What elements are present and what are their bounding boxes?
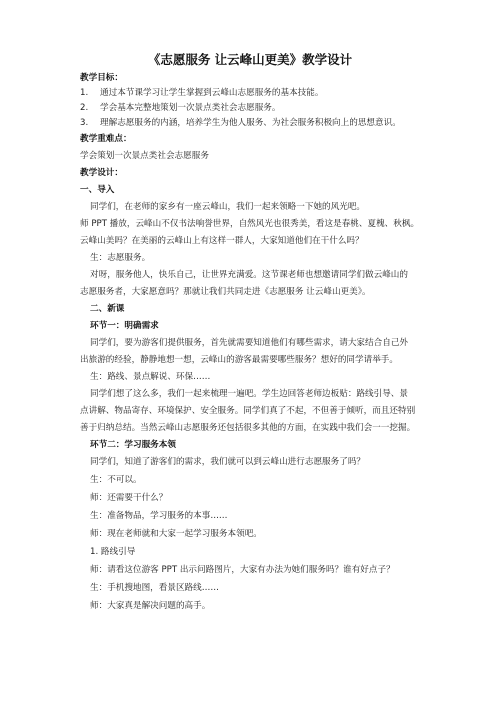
- objective-item: [80, 117, 401, 129]
- objective-item: [80, 87, 323, 99]
- objective-text: 学会基本完整地策划一次景点类社会志愿服务。: [100, 103, 281, 113]
- paragraph-line: 生：准备物品，学习服务的本事……: [90, 511, 228, 521]
- paragraph-line: 云峰山美吗？在美丽的云峰山上有这样一群人，大家知道他们在干什么吗？: [80, 236, 364, 246]
- paragraph-line: 生：手机搜地图，看景区路线……: [90, 583, 219, 593]
- key-text: 学会策划一次景点类社会志愿服务: [80, 151, 209, 161]
- paragraph-line: 点讲解、物品寄存、环境保护、安全服务。同学们真了不起，不但善于倾听，而且还特别: [80, 406, 416, 416]
- paragraph-line: 同学们，在老师的家乡有一座云峰山，我们一起来领略一下她的风光吧。: [90, 202, 366, 212]
- paragraph-line: 师：大家真是解决问题的高手。: [90, 601, 211, 611]
- paragraph-line: 师 PPT 播放，云峰山不仅书法响誉世界，自然风光也很秀美，看这是春桃、夏槐、秋枫。: [80, 219, 420, 229]
- subsection-heading: 环节一：明确需求: [90, 321, 159, 331]
- objective-number: 2.: [80, 103, 89, 113]
- paragraph-line: 生：不可以。: [90, 475, 142, 485]
- paragraph-line: 同学们，要为游客们提供服务，首先就需要知道他们有哪些需求，请大家结合自己外: [90, 338, 408, 348]
- paragraph-line: 师：现在老师就和大家一起学习服务本领吧。: [90, 529, 262, 539]
- objective-item: [80, 102, 280, 114]
- paragraph-line: 志愿服务者，大家愿意吗？那就让我们共同走进《志愿服务 让云峰山更美》。: [80, 287, 371, 297]
- section-heading: 二、新课: [90, 304, 125, 314]
- objectives-heading: 教学目标：: [80, 73, 123, 83]
- key-heading: 教学重难点：: [80, 134, 132, 144]
- paragraph-line: 出旅游的经验，静静地想一想，云峰山的游客最需要哪些服务？想好的同学请举手。: [80, 355, 398, 365]
- paragraph-line: 生：志愿服务。: [90, 253, 151, 263]
- list-heading: 1. 路线引导: [90, 547, 136, 557]
- section-heading: 一、导入: [80, 185, 115, 195]
- subsection-heading: 环节二：学习服务本领: [90, 440, 176, 450]
- design-heading: 教学设计：: [80, 168, 123, 178]
- document-title: 《志愿服务 让云峰山更美》教学设计: [147, 52, 353, 67]
- objective-number: 3.: [80, 118, 89, 128]
- paragraph-line: 善于归纳总结。当然云峰山志愿服务还包括很多其他的方面，在实践中我们会一一挖掘。: [80, 423, 416, 433]
- objective-number: 1.: [80, 88, 89, 98]
- paragraph-line: 师：请看这位游客 PPT 出示问路图片，大家有办法为她们服务吗？谁有好点子？: [90, 565, 395, 575]
- paragraph-line: 生：路线、景点解说、环保……: [90, 372, 211, 382]
- paragraph-line: 同学们，知道了游客们的需求，我们就可以到云峰山进行志愿服务了吗？: [90, 457, 366, 467]
- paragraph-line: 同学们想了这么多，我们一起来梳理一遍吧。学生边回答老师边板贴：路线引导、景: [90, 389, 408, 399]
- paragraph-line: 师：还需要干什么？: [90, 493, 168, 503]
- objective-text: 通过本节课学习让学生掌握到云峰山志愿服务的基本技能。: [100, 88, 324, 98]
- objective-text: 理解志愿服务的内涵，培养学生为他人服务、为社会服务积极向上的思想意识。: [100, 118, 401, 128]
- paragraph-line: 对呀，服务他人，快乐自己，让世界充满爱。这节课老师也想邀请同学们做云峰山的: [90, 270, 408, 280]
